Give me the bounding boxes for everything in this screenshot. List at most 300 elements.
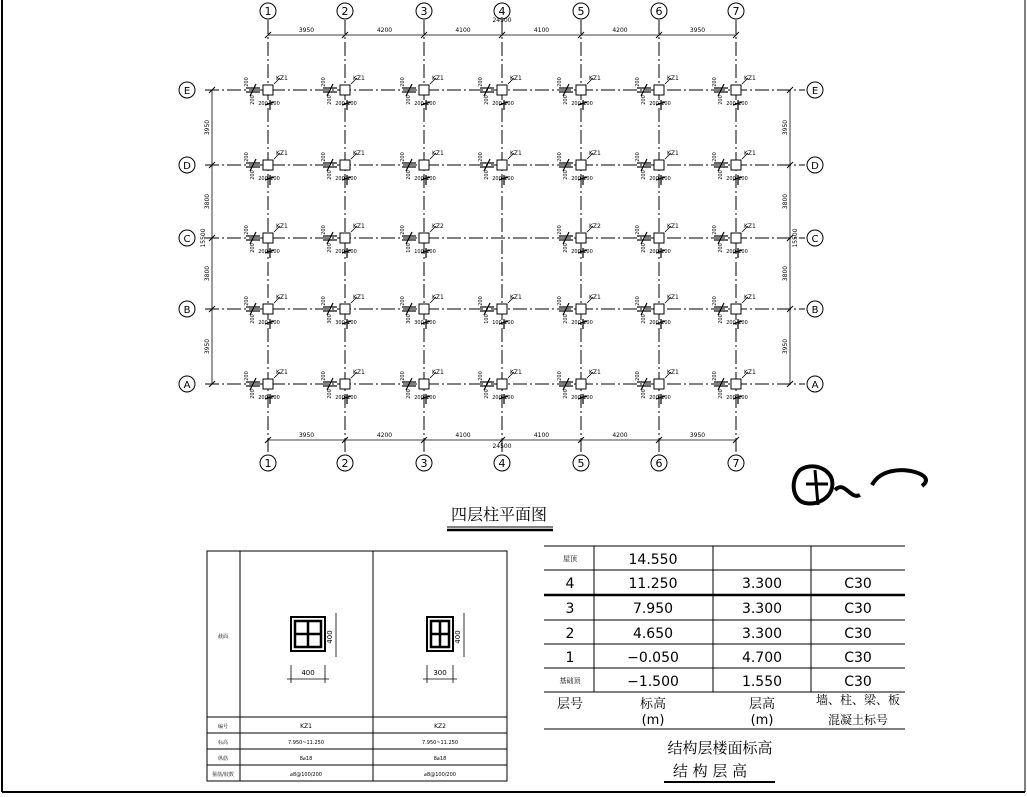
column-label: KZ1 xyxy=(667,150,679,157)
column-cell xyxy=(400,294,444,329)
column-dim-h: 200 xyxy=(738,395,748,401)
column-dim-v: 200 xyxy=(718,243,724,253)
axis-label-y: E xyxy=(183,86,191,97)
column-dim-v: 200 xyxy=(478,152,484,162)
column-stirrups: ⌀8@100/200 xyxy=(424,772,456,778)
column-dim-h: 200 xyxy=(258,176,268,182)
column-label: KZ1 xyxy=(353,75,365,82)
floor-elevation: 7.950 xyxy=(632,601,674,617)
column-cell xyxy=(712,75,756,110)
column-label: KZ1 xyxy=(667,75,679,82)
column-symbol xyxy=(419,304,429,314)
floor-table-caption-2: 结 构 层 高 xyxy=(672,762,748,780)
column-dim-v: 200 xyxy=(400,225,406,235)
column-dim-v: 200 xyxy=(641,95,647,105)
axis-label-x: 4 xyxy=(498,457,506,470)
dim-span-x: 4200 xyxy=(612,27,628,34)
column-dim-h: 200 xyxy=(270,101,280,107)
column-symbol xyxy=(340,85,350,95)
column-dim-h: 200 xyxy=(347,320,357,326)
floor-table-caption-1: 结构层楼面标高 xyxy=(667,739,773,757)
column-label: KZ1 xyxy=(744,223,756,230)
row-label: 纵筋 xyxy=(217,756,229,762)
column-dim-v: 200 xyxy=(478,296,484,306)
section-height: 400 xyxy=(454,630,462,644)
dim-span-x: 4100 xyxy=(533,432,550,439)
column-cell xyxy=(478,294,522,329)
dim-span-x: 4100 xyxy=(455,432,471,439)
axis-label-x: 3 xyxy=(420,457,428,470)
column-dim-h: 200 xyxy=(414,176,424,182)
column-cell xyxy=(635,369,679,404)
column-cell xyxy=(712,223,756,258)
column-dim-h: 100 xyxy=(414,249,424,255)
floor-number: 3 xyxy=(565,601,575,617)
column-dim-v: 200 xyxy=(641,314,647,324)
dim-span-x: 3950 xyxy=(298,27,315,34)
plan-title: 四层柱平面图 xyxy=(450,505,548,524)
column-label: KZ1 xyxy=(589,369,601,376)
column-dim-v: 200 xyxy=(635,225,641,235)
column-dim-h: 200 xyxy=(270,320,280,326)
leader xyxy=(484,84,490,96)
floor-elevation: 4.650 xyxy=(632,626,674,642)
column-cell xyxy=(635,150,679,185)
column-dim-v: 200 xyxy=(557,77,563,87)
column-dim-v: 200 xyxy=(563,243,569,253)
column-dim-v: 200 xyxy=(557,371,563,381)
dim-span-y: 3950 xyxy=(204,338,211,355)
column-dim-h: 200 xyxy=(258,101,268,107)
column-dim-h: 200 xyxy=(661,395,671,401)
column-dim-h: 200 xyxy=(270,176,280,182)
column-dim-v: 200 xyxy=(718,170,724,180)
column-dim-v: 200 xyxy=(406,170,412,180)
axis-label-x: 2 xyxy=(341,5,349,18)
column-symbol xyxy=(576,160,586,170)
column-dim-v: 200 xyxy=(478,371,484,381)
column-symbol xyxy=(263,304,273,314)
floor-height: 3.300 xyxy=(741,626,783,642)
column-dim-v: 200 xyxy=(327,170,333,180)
dim-span-x: 4200 xyxy=(376,432,393,439)
column-dim-v: 200 xyxy=(244,225,250,235)
column-dim-v: 200 xyxy=(321,296,327,306)
column-dim-v: 200 xyxy=(406,389,412,399)
concrete-grade: C30 xyxy=(844,650,872,666)
column-name: KZ2 xyxy=(434,723,446,730)
column-symbol xyxy=(340,304,350,314)
column-dim-h: 200 xyxy=(504,320,514,326)
axis-label-y: B xyxy=(811,305,819,316)
column-dim-v: 300 xyxy=(327,314,333,324)
column-elevation: 7.950~11.250 xyxy=(288,740,324,746)
dim-span-x: 4200 xyxy=(376,27,393,34)
axis-label-x: 3 xyxy=(420,5,428,18)
axis-label-x: 6 xyxy=(655,5,663,18)
concrete-grade: C30 xyxy=(844,601,872,617)
column-symbol xyxy=(419,85,429,95)
column-dim-v: 200 xyxy=(557,296,563,306)
column-dim-v: 200 xyxy=(718,95,724,105)
column-label: KZ1 xyxy=(589,75,601,82)
column-symbol xyxy=(731,379,741,389)
column-label: KZ1 xyxy=(667,223,679,230)
floor-elevation: −1.500 xyxy=(627,674,679,690)
column-dim-v: 200 xyxy=(557,225,563,235)
column-dim-h: 200 xyxy=(347,395,357,401)
dim-total-x: 24500 xyxy=(492,443,512,450)
column-dim-v: 200 xyxy=(406,95,412,105)
column-dim-v: 200 xyxy=(718,314,724,324)
column-dim-v: 100 xyxy=(484,314,490,324)
column-label: KZ1 xyxy=(667,369,679,376)
column-dim-h: 200 xyxy=(335,249,345,255)
column-label: KZ1 xyxy=(589,294,601,301)
column-label: KZ1 xyxy=(667,294,679,301)
dim-span-x: 4100 xyxy=(455,27,471,34)
column-dim-v: 200 xyxy=(635,152,641,162)
axis-label-x: 7 xyxy=(732,5,740,18)
column-label: KZ1 xyxy=(744,369,756,376)
leader xyxy=(484,378,490,390)
column-cell xyxy=(557,294,601,329)
row-label: 标高 xyxy=(217,740,229,746)
column-name: KZ1 xyxy=(300,723,312,730)
column-symbol xyxy=(263,233,273,243)
column-cell xyxy=(557,369,601,404)
column-dim-h: 200 xyxy=(258,249,268,255)
floor-number: 4 xyxy=(565,576,575,592)
column-cell xyxy=(321,294,365,329)
column-symbol xyxy=(576,304,586,314)
column-dim-h: 200 xyxy=(492,101,502,107)
column-symbol xyxy=(263,160,273,170)
column-label: KZ1 xyxy=(744,150,756,157)
column-dim-v: 200 xyxy=(321,371,327,381)
header-elevation: 标高 xyxy=(639,697,667,712)
dim-span-x: 4100 xyxy=(533,27,550,34)
column-dim-h: 200 xyxy=(738,249,748,255)
axis-label-y: C xyxy=(811,234,819,245)
dim-span-y: 3800 xyxy=(204,265,211,282)
column-label: KZ1 xyxy=(353,223,365,230)
column-cell xyxy=(400,75,444,110)
column-stirrups: ⌀8@100/200 xyxy=(290,772,322,778)
column-dim-v: 200 xyxy=(484,389,490,399)
column-dim-h: 200 xyxy=(583,395,593,401)
floor-number: 基础顶 xyxy=(559,677,581,685)
dim-span-y: 3950 xyxy=(782,119,789,136)
section-width: 300 xyxy=(433,669,447,677)
section-table xyxy=(207,551,507,781)
column-symbol xyxy=(576,379,586,389)
header-concrete: 墙、柱、梁、板 xyxy=(815,693,901,707)
axis-label-y: A xyxy=(183,380,191,391)
section-height: 400 xyxy=(326,630,334,644)
dim-span-y: 3800 xyxy=(204,193,211,210)
column-cell xyxy=(400,369,444,404)
column-cell xyxy=(400,150,444,185)
row-label: 编号 xyxy=(217,724,229,730)
axis-label-y: D xyxy=(811,161,819,172)
column-symbol xyxy=(419,379,429,389)
floor-height: 4.700 xyxy=(741,650,783,666)
floor-height: 3.300 xyxy=(741,576,783,592)
column-dim-v: 200 xyxy=(557,152,563,162)
axis-label-x: 7 xyxy=(732,457,740,470)
column-cell xyxy=(244,75,288,110)
axis-label-y: C xyxy=(183,234,191,245)
column-dim-h: 200 xyxy=(347,249,357,255)
column-dim-h: 200 xyxy=(661,176,671,182)
axis-label-x: 6 xyxy=(655,457,663,470)
column-symbol xyxy=(654,304,664,314)
column-dim-h: 200 xyxy=(726,249,736,255)
dim-span-x: 3950 xyxy=(689,432,706,439)
column-dim-v: 200 xyxy=(250,170,256,180)
column-dim-v: 200 xyxy=(641,243,647,253)
column-dim-h: 200 xyxy=(335,101,345,107)
column-dim-h: 200 xyxy=(571,395,581,401)
dim-span-x: 3950 xyxy=(689,27,706,34)
axis-label-x: 4 xyxy=(498,5,506,18)
column-dim-h: 200 xyxy=(492,176,502,182)
column-label: KZ1 xyxy=(432,369,444,376)
column-cell xyxy=(557,150,601,185)
column-elevation: 7.950~11.250 xyxy=(422,740,458,746)
column-plan xyxy=(179,3,823,471)
column-dim-h: 200 xyxy=(426,249,436,255)
column-dim-h: 200 xyxy=(335,176,345,182)
column-dim-v: 200 xyxy=(244,371,250,381)
column-dim-h: 200 xyxy=(738,320,748,326)
column-cell xyxy=(321,75,365,110)
column-dim-h: 200 xyxy=(414,395,424,401)
column-label: KZ2 xyxy=(589,223,601,230)
concrete-grade: C30 xyxy=(844,576,872,592)
table-border xyxy=(207,551,507,781)
column-cell xyxy=(244,369,288,404)
column-dim-h: 200 xyxy=(583,320,593,326)
column-symbol xyxy=(654,233,664,243)
row-label: 截面 xyxy=(217,634,229,640)
column-symbol xyxy=(497,304,507,314)
column-dim-h: 200 xyxy=(583,176,593,182)
column-dim-h: 200 xyxy=(726,395,736,401)
dim-span-y: 3950 xyxy=(782,338,789,355)
column-dim-h: 200 xyxy=(571,101,581,107)
column-dim-h: 200 xyxy=(258,320,268,326)
column-dim-v: 200 xyxy=(400,371,406,381)
column-dim-h: 200 xyxy=(649,176,659,182)
column-dim-v: 200 xyxy=(635,296,641,306)
column-symbol xyxy=(263,379,273,389)
axis-label-x: 5 xyxy=(577,457,585,470)
column-dim-h: 200 xyxy=(726,320,736,326)
column-dim-v: 200 xyxy=(484,95,490,105)
header-height-unit: (m) xyxy=(750,713,774,728)
floor-elevation: 11.250 xyxy=(628,576,678,592)
column-dim-v: 200 xyxy=(400,77,406,87)
column-dim-v: 200 xyxy=(563,95,569,105)
column-dim-h: 300 xyxy=(414,320,424,326)
dim-total-y: 15500 xyxy=(200,228,207,248)
column-label: KZ1 xyxy=(510,75,522,82)
signature-mark xyxy=(794,466,926,505)
floor-height: 3.300 xyxy=(741,601,783,617)
column-label: KZ1 xyxy=(276,150,288,157)
column-dim-h: 200 xyxy=(426,101,436,107)
axis-label-y: D xyxy=(183,161,191,172)
column-dim-v: 200 xyxy=(327,95,333,105)
column-dim-h: 200 xyxy=(661,101,671,107)
column-label: KZ1 xyxy=(276,223,288,230)
dim-total-x: 24500 xyxy=(492,17,512,24)
header-height: 层高 xyxy=(748,697,776,712)
column-dim-h: 300 xyxy=(335,320,345,326)
column-dim-h: 100 xyxy=(492,320,502,326)
floor-number: 屋顶 xyxy=(563,555,577,563)
column-dim-h: 200 xyxy=(426,320,436,326)
dim-span-y: 3950 xyxy=(204,119,211,136)
column-dim-v: 200 xyxy=(484,170,490,180)
dim-span-y: 3800 xyxy=(782,265,789,282)
column-symbol xyxy=(731,85,741,95)
column-symbol xyxy=(576,85,586,95)
column-dim-v: 200 xyxy=(718,389,724,399)
column-dim-h: 200 xyxy=(649,249,659,255)
column-dim-v: 200 xyxy=(712,225,718,235)
column-dim-h: 200 xyxy=(726,101,736,107)
column-cell xyxy=(321,223,365,258)
floor-elevation-table xyxy=(544,546,905,782)
column-symbol xyxy=(731,160,741,170)
header-elevation-unit: (m) xyxy=(641,713,665,728)
column-label: KZ1 xyxy=(510,369,522,376)
column-cell xyxy=(712,369,756,404)
column-dim-h: 200 xyxy=(258,395,268,401)
column-dim-h: 200 xyxy=(414,101,424,107)
dim-total-y: 15500 xyxy=(792,228,799,248)
column-dim-h: 200 xyxy=(504,101,514,107)
column-symbol xyxy=(497,85,507,95)
column-label: KZ1 xyxy=(276,294,288,301)
column-dim-v: 200 xyxy=(641,170,647,180)
column-dim-v: 200 xyxy=(400,296,406,306)
header-floor: 层号 xyxy=(556,697,584,712)
column-dim-v: 200 xyxy=(327,389,333,399)
column-dim-v: 200 xyxy=(641,389,647,399)
column-dim-h: 200 xyxy=(583,101,593,107)
column-cell xyxy=(635,294,679,329)
column-dim-h: 200 xyxy=(571,176,581,182)
column-cell xyxy=(244,223,288,258)
floor-elevation: 14.550 xyxy=(628,552,678,568)
column-main-bars: 8⌀18 xyxy=(433,756,447,762)
axis-label-x: 1 xyxy=(264,457,272,470)
column-symbol xyxy=(497,160,507,170)
axis-label-y: B xyxy=(183,305,191,316)
column-symbol xyxy=(731,304,741,314)
column-cell xyxy=(557,223,601,258)
dim-span-x: 3950 xyxy=(298,432,315,439)
column-dim-h: 200 xyxy=(426,395,436,401)
column-label: KZ1 xyxy=(510,150,522,157)
column-label: KZ1 xyxy=(744,75,756,82)
column-dim-h: 200 xyxy=(335,395,345,401)
column-dim-h: 200 xyxy=(504,176,514,182)
column-symbol xyxy=(654,160,664,170)
column-symbol xyxy=(654,379,664,389)
column-main-bars: 8⌀18 xyxy=(299,756,313,762)
column-symbol xyxy=(340,379,350,389)
column-cell xyxy=(321,369,365,404)
column-dim-v: 200 xyxy=(321,77,327,87)
column-cell xyxy=(478,75,522,110)
column-dim-v: 200 xyxy=(712,371,718,381)
column-symbol xyxy=(419,160,429,170)
column-dim-v: 200 xyxy=(250,243,256,253)
column-dim-v: 200 xyxy=(712,152,718,162)
column-dim-h: 200 xyxy=(347,101,357,107)
column-dim-v: 200 xyxy=(244,152,250,162)
column-cell xyxy=(635,223,679,258)
column-dim-v: 200 xyxy=(563,314,569,324)
axis-label-x: 2 xyxy=(341,457,349,470)
column-dim-v: 200 xyxy=(712,77,718,87)
dim-span-y: 3800 xyxy=(782,193,789,210)
leader xyxy=(484,159,490,171)
column-symbol xyxy=(419,233,429,243)
column-dim-v: 200 xyxy=(321,152,327,162)
column-dim-h: 200 xyxy=(738,101,748,107)
column-dim-v: 300 xyxy=(406,314,412,324)
axis-label-x: 1 xyxy=(264,5,272,18)
column-dim-v: 200 xyxy=(712,296,718,306)
column-cell xyxy=(400,223,444,258)
axis-label-y: E xyxy=(811,86,819,97)
column-dim-h: 200 xyxy=(661,249,671,255)
leader xyxy=(484,303,490,315)
column-dim-v: 200 xyxy=(478,77,484,87)
column-cell xyxy=(712,294,756,329)
column-label: KZ1 xyxy=(432,294,444,301)
section-width: 400 xyxy=(301,669,315,677)
column-dim-v: 100 xyxy=(406,243,412,253)
column-dim-v: 200 xyxy=(250,95,256,105)
column-symbol xyxy=(576,233,586,243)
column-dim-v: 200 xyxy=(563,389,569,399)
column-dim-h: 200 xyxy=(270,395,280,401)
column-label: KZ1 xyxy=(510,294,522,301)
floor-number: 1 xyxy=(565,650,575,666)
column-dim-v: 200 xyxy=(635,77,641,87)
column-label: KZ1 xyxy=(353,294,365,301)
column-cell xyxy=(321,150,365,185)
column-cell xyxy=(478,150,522,185)
floor-number: 2 xyxy=(565,626,575,642)
column-symbol xyxy=(340,233,350,243)
column-dim-h: 200 xyxy=(426,176,436,182)
column-label: KZ1 xyxy=(432,150,444,157)
column-dim-v: 200 xyxy=(250,314,256,324)
dim-span-x: 4200 xyxy=(612,432,628,439)
column-label: KZ1 xyxy=(276,369,288,376)
column-label: KZ1 xyxy=(432,75,444,82)
column-cell xyxy=(635,75,679,110)
column-cell xyxy=(712,150,756,185)
